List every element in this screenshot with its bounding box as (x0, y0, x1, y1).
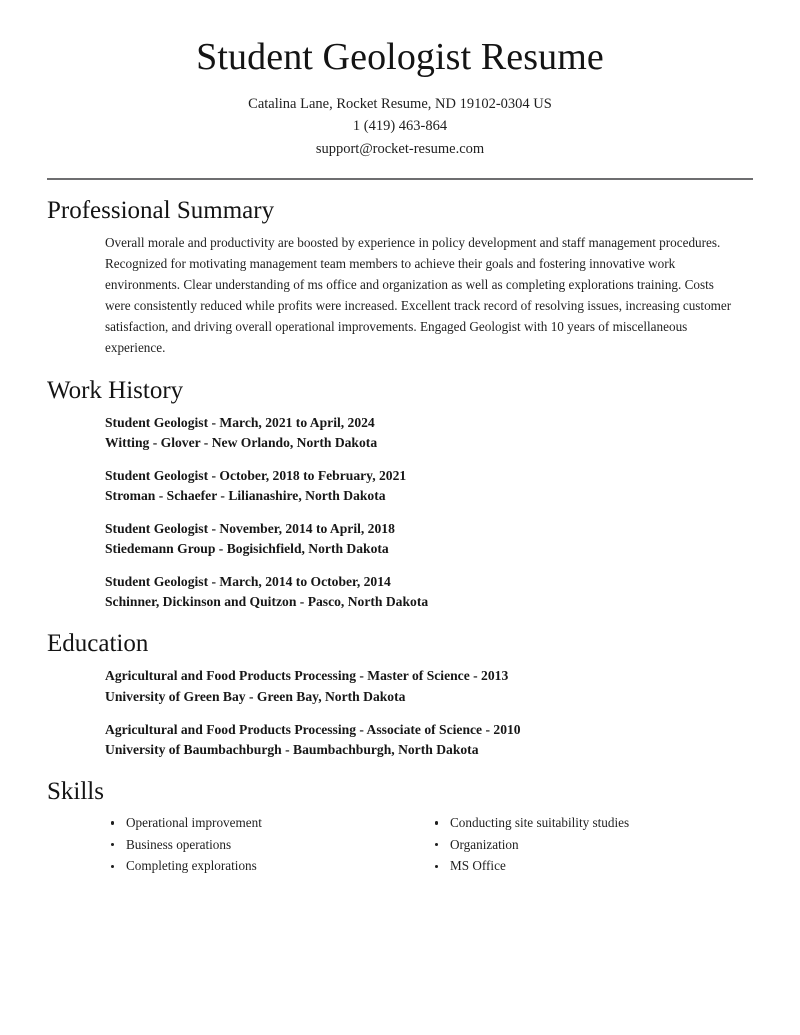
entry (105, 519, 753, 559)
entry-secondary-line: Schinner, Dickinson and Quitzon - Pasco, North Dakota (105, 594, 429, 610)
contact-email: support@rocket-resume.com (315, 140, 485, 157)
entry-primary-line: Student Geologist - March, 2014 to October, 2014 (105, 574, 391, 590)
entry-primary-line: Agricultural and Food Products Processing - Master of Science - 2013 (105, 668, 509, 684)
skill-item: Conducting site suitability studies (429, 814, 753, 832)
skill-item: Business operations (105, 836, 429, 854)
skill-item: Operational improvement (105, 814, 429, 832)
skills-column-right (429, 814, 753, 879)
resume-header (0, 0, 800, 160)
contact-phone: 1 (419) 463-864 (352, 118, 448, 135)
section-title-work-history: Work History (47, 376, 184, 404)
entry-primary-line: Student Geologist - March, 2021 to April, 2024 (105, 414, 375, 430)
entry (105, 572, 753, 612)
skills-list-right (429, 814, 753, 876)
entry-primary-line: Student Geologist - November, 2014 to April, 2018 (105, 520, 395, 536)
section-work-history (0, 376, 800, 613)
section-title-professional-summary: Professional Summary (47, 197, 275, 225)
section-title-education: Education (47, 630, 149, 658)
section-title-skills: Skills (47, 777, 104, 805)
entry-secondary-line: Stroman - Schaefer - Lilianashire, North Dakota (105, 487, 386, 503)
entry-secondary-line: Stiedemann Group - Bogisichfield, North Dakota (105, 541, 389, 557)
entry-secondary-line: University of Green Bay - Green Bay, North Dakota (105, 688, 406, 704)
section-professional-summary (0, 196, 800, 358)
header-divider (47, 178, 753, 180)
professional-summary-text: Overall morale and productivity are boosted by experience in policy development and staff management procedures. Recognized for motivating management team members to achieve their goals and fostering innovative work environments. Clear understanding of ms office and organization as well as completing explorations training. Costs were consistently reduced while profits were increased. Excellent track record of resolving issues, increasing customer satisfaction, and driving overall operational improvements. Engaged Geologist with 10 years of miscellaneous experience. (105, 235, 732, 355)
skill-item: MS Office (429, 857, 753, 875)
skills-columns (47, 814, 753, 879)
contact-address: Catalina Lane, Rocket Resume, ND 19102-0304 US (248, 95, 552, 112)
entry (105, 666, 753, 706)
entry-primary-line: Student Geologist - October, 2018 to February, 2021 (105, 467, 407, 483)
skill-item: Completing explorations (105, 857, 429, 875)
page-title: Student Geologist Resume (196, 36, 604, 78)
skills-list-left (105, 814, 429, 876)
entry-primary-line: Agricultural and Food Products Processing - Associate of Science - 2010 (105, 721, 521, 737)
entry (105, 413, 753, 453)
section-education (0, 629, 800, 759)
section-skills (0, 777, 800, 879)
entry-secondary-line: University of Baumbachburgh - Baumbachburgh, North Dakota (105, 741, 479, 757)
entry (105, 720, 753, 760)
work-history-entries (47, 413, 753, 613)
entry-secondary-line: Witting - Glover - New Orlando, North Dakota (105, 434, 378, 450)
entry (105, 466, 753, 506)
education-entries (47, 666, 753, 759)
skill-item: Organization (429, 836, 753, 854)
skills-column-left (105, 814, 429, 879)
